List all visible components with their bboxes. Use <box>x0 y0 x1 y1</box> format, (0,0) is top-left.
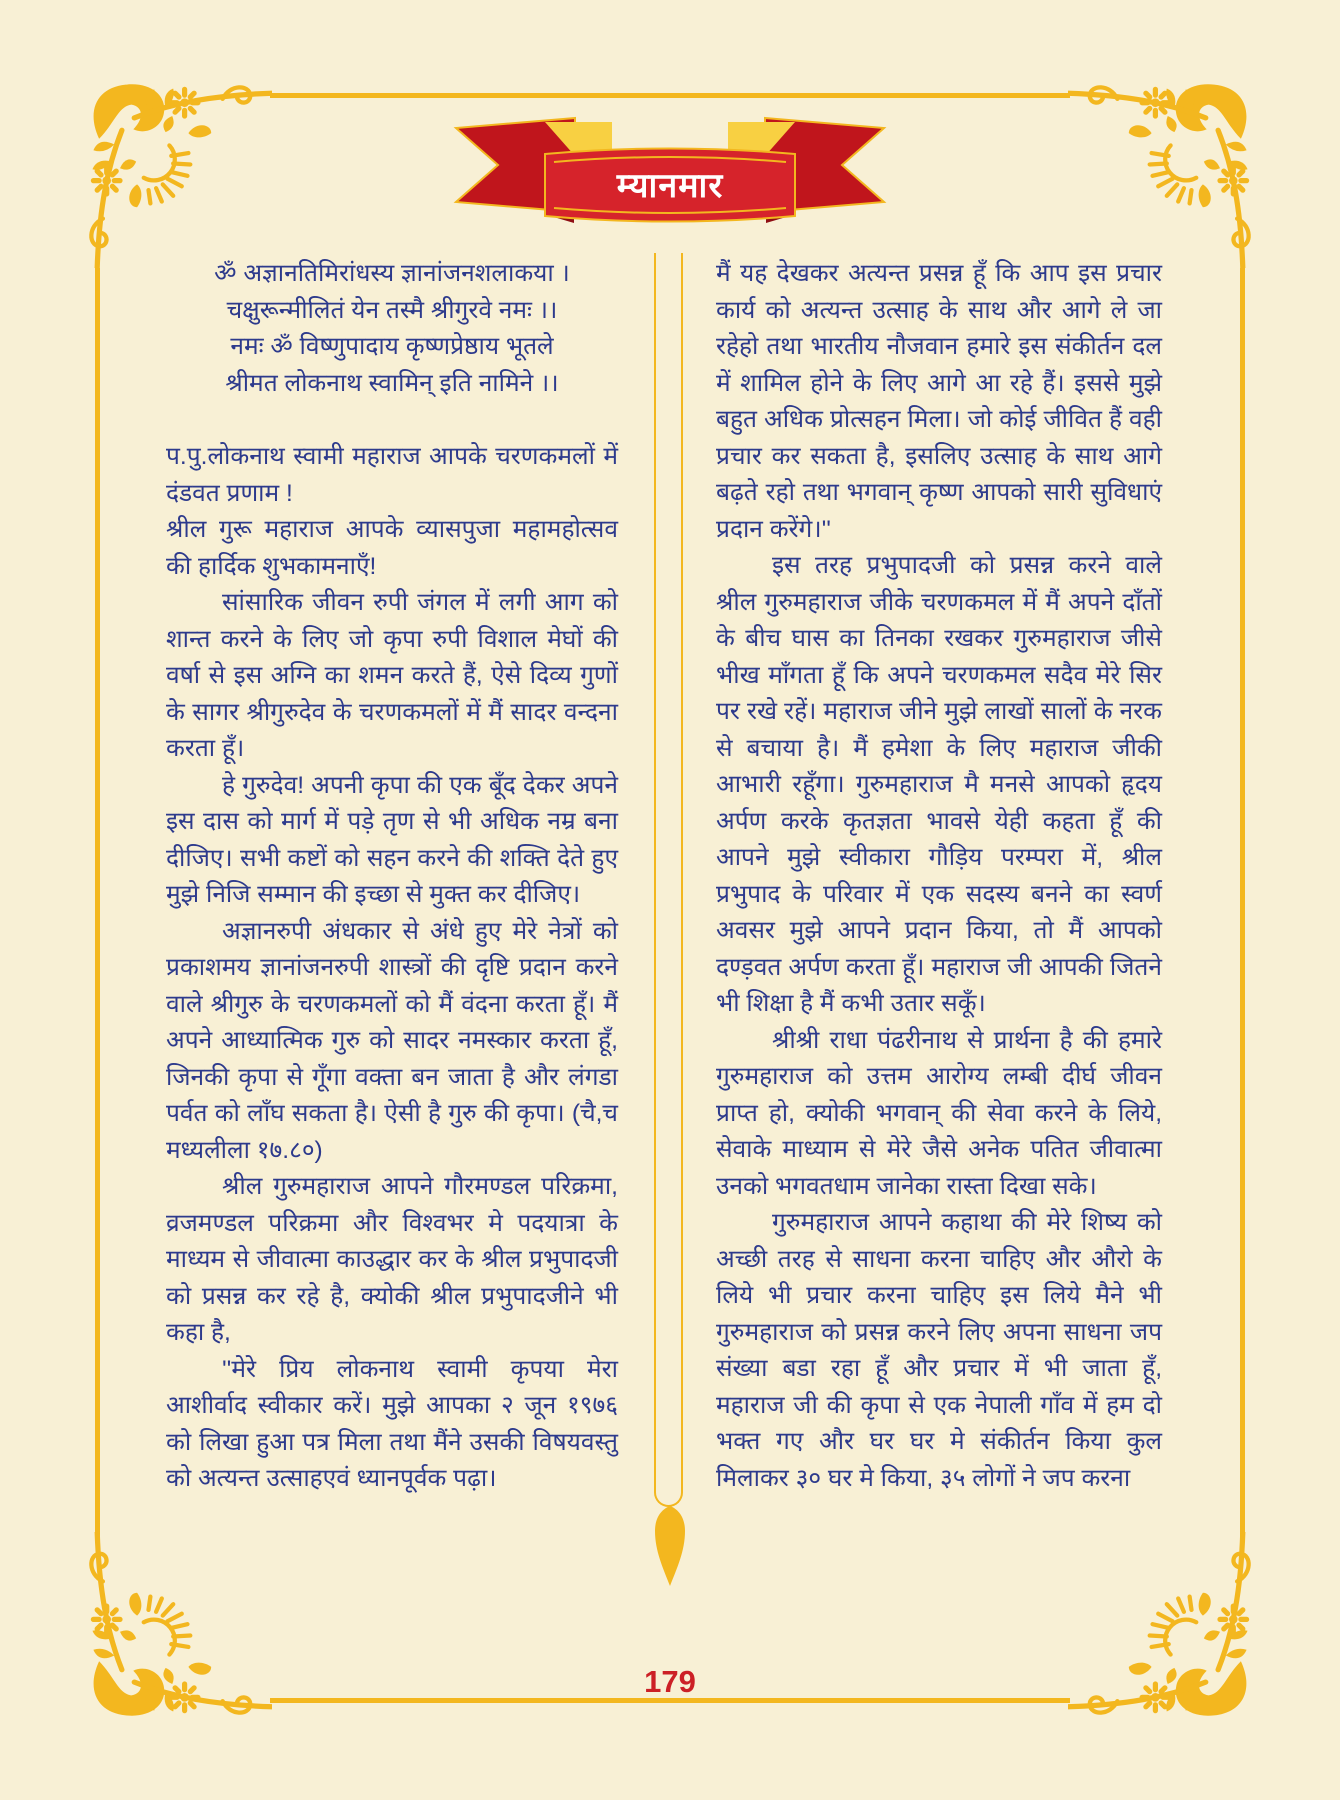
divider-drop-finial-icon <box>655 1506 685 1588</box>
right-column <box>716 256 1162 1497</box>
left-paragraphs <box>166 439 618 1498</box>
floral-corner-ornament-top-right-icon <box>1068 78 1258 268</box>
paragraph: मैं यह देखकर अत्यन्त प्रसन्न हूँ कि आप इस प्रचार कार्य को अत्यन्त उत्साह के साथ और आगे ले जा रहेहो तथा भारतीय नौजवान हमारे इस संकीर्तन दल में शामिल होने के लिए आगे आ रहे हैं। इससे मुझे बहुत अधिक प्रोत्सहन मिला। जो कोई जीवित हैं वही प्रचार कर सकता है, इसलिए उत्साह के साथ आगे बढ़ते रहो तथा भगवान् कृष्ण आपको सारी सुविधाएं प्रदान करेंगे।'' <box>716 260 1162 543</box>
page-number: 179 <box>644 1664 696 1699</box>
shloka-line: ॐ अज्ञानतिमिरांधस्य ज्ञानांजनशलाकया । <box>214 260 570 287</box>
paragraph: श्रीश्री राधा पंढरीनाथ से प्रार्थना है की हमारे गुरुमहाराज को उत्तम आरोग्य लम्बी दीर्घ जीवन प्राप्त हो, क्योकी भगवान् की सेवा करने के लिये, सेवाके माध्याम से मेरे जैसे अनेक पतित जीवात्मा उनको भगवतधाम जानेका रास्ता दिखा सके। <box>716 1026 1162 1200</box>
paragraph: श्रील गुरुमहाराज आपने गौरमण्डल परिक्रमा, व्रजमण्डल परिक्रमा और विश्वभर मे पदयात्रा के माध्यम से जीवात्मा काउद्धार कर के श्रील प्रभुपादजी को प्रसन्न कर रहे है, क्योकी श्रील प्रभुपादजीने भी कहा है, <box>166 1173 618 1346</box>
shloka-line: नमः ॐ विष्णुपादाय कृष्णप्रेष्ठाय भूतले <box>230 333 554 360</box>
gold-frame-line-top <box>270 93 1070 98</box>
invocation-shloka <box>166 256 618 402</box>
chapter-title: म्यानमार <box>616 167 724 205</box>
column-divider-ornament <box>654 253 683 1507</box>
left-column <box>166 256 618 1498</box>
floral-corner-ornament-top-left-icon <box>82 78 272 268</box>
paragraph: सांसारिक जीवन रुपी जंगल में लगी आग को शान्त करने के लिए जो कृपा रुपी विशाल मेघों की वर्षा से इस अग्नि का शमन करते हैं, ऐसे दिव्य गुणों के सागर श्रीगुरुदेव के चरणकमलों में मैं सादर वन्दना करता हूँ। <box>166 589 618 762</box>
shloka-line: चक्षुरून्मीलितं येन तस्मै श्रीगुरवे नमः ।। <box>226 296 558 324</box>
paragraph: श्रील गुरू महाराज आपके व्यासपुजा महामहोत्सव की हार्दिक शुभकामनाएँ! <box>166 516 618 580</box>
paragraph: हे गुरुदेव! अपनी कृपा की एक बूँद देकर अपने इस दास को मार्ग में पड़े तृण से भी अधिक नम्र बना दीजिए। सभी कष्टों को सहन करने की शक्ति देते हुए मुझे निजि सम्मान की इच्छा से मुक्त कर दीजिए। <box>166 771 618 908</box>
gold-frame-line-left <box>95 268 100 1538</box>
right-paragraphs <box>716 256 1162 1497</box>
paragraph: इस तरह प्रभुपादजी को प्रसन्न करने वाले श्रील गुरुमहाराज जीके चरणकमल में मैं अपने दाँतों के बीच घास का तिनका रखकर गुरुमहाराज जीसे भीख माँगता हूँ कि अपने चरणकमल सदैव मेरे सिर पर रखे रहें। महाराज जीने मुझे लाखों सालों के नरक से बचाया है। मैं हमेशा के लिए महाराज जीकी आभारी रहूँगा। गुरुमहाराज मै मनसे आपको हृदय अर्पण करके कृतज्ञता भावसे येही कहता हूँ की आपने मुझे स्वीकारा गौड़िय परम्परा में, श्रील प्रभुपाद के परिवार में एक सदस्य बनने का स्वर्ण अवसर मुझे आपने प्रदान किया, तो मैं आपको दण्ड़वत अर्पण करता हूँ। महाराज जी आपकी जितने भी शिक्षा है मैं कभी उतार सकूँ। <box>716 552 1162 1017</box>
gold-frame-line-right <box>1240 268 1245 1538</box>
paragraph: प.पु.लोकनाथ स्वामी महाराज आपके चरणकमलों में दंडवत प्रणाम ! <box>166 443 618 507</box>
paragraph: ''मेरे प्रिय लोकनाथ स्वामी कृपया मेरा आशीर्वाद स्वीकार करें। मुझे आपका २ जून १९७६ को लिखा हुआ पत्र मिला तथा मैंने उसकी विषयवस्तु को अत्यन्त उत्साहएवं ध्यानपूर्वक पढ़ा। <box>166 1355 618 1492</box>
paragraph: अज्ञानरुपी अंधकार से अंधे हुए मेरे नेत्रों को प्रकाशमय ज्ञानांजनरुपी शास्त्रों की दृष्टि प्रदान करने वाले श्रीगुरु के चरणकमलों को मैं वंदना करता हूँ। मैं अपने आध्यात्मिक गुरु को सादर नमस्कार करता हूँ, जिनकी कृपा से गूँगा वक्ता बन जाता है और लंगडा पर्वत को लाँघ सकता है। ऐसी है गुरु की कृपा। (चै,च मध्यलीला १७.८०) <box>166 917 618 1164</box>
paragraph: गुरुमहाराज आपने कहाथा की मेरे शिष्य को अच्छी तरह से साधना करना चाहिए और औरो के लिये भी प्रचार करना चाहिए इस लिये मैने भी गुरुमहाराज को प्रसन्न करने लिए अपना साधना जप संख्या बडा रहा हूँ और प्रचार में भी जाता हूँ, महाराज जी की कृपा से एक नेपाली गाँव में हम दो भक्त गए और घर घर मे संकीर्तन किया कुल मिलाकर ३० घर मे किया, ३५ लोगों ने जप करना <box>716 1209 1162 1492</box>
chapter-ribbon-banner <box>450 110 890 228</box>
shloka-line: श्रीमत लोकनाथ स्वामिन् इति नामिने ।। <box>225 369 559 397</box>
